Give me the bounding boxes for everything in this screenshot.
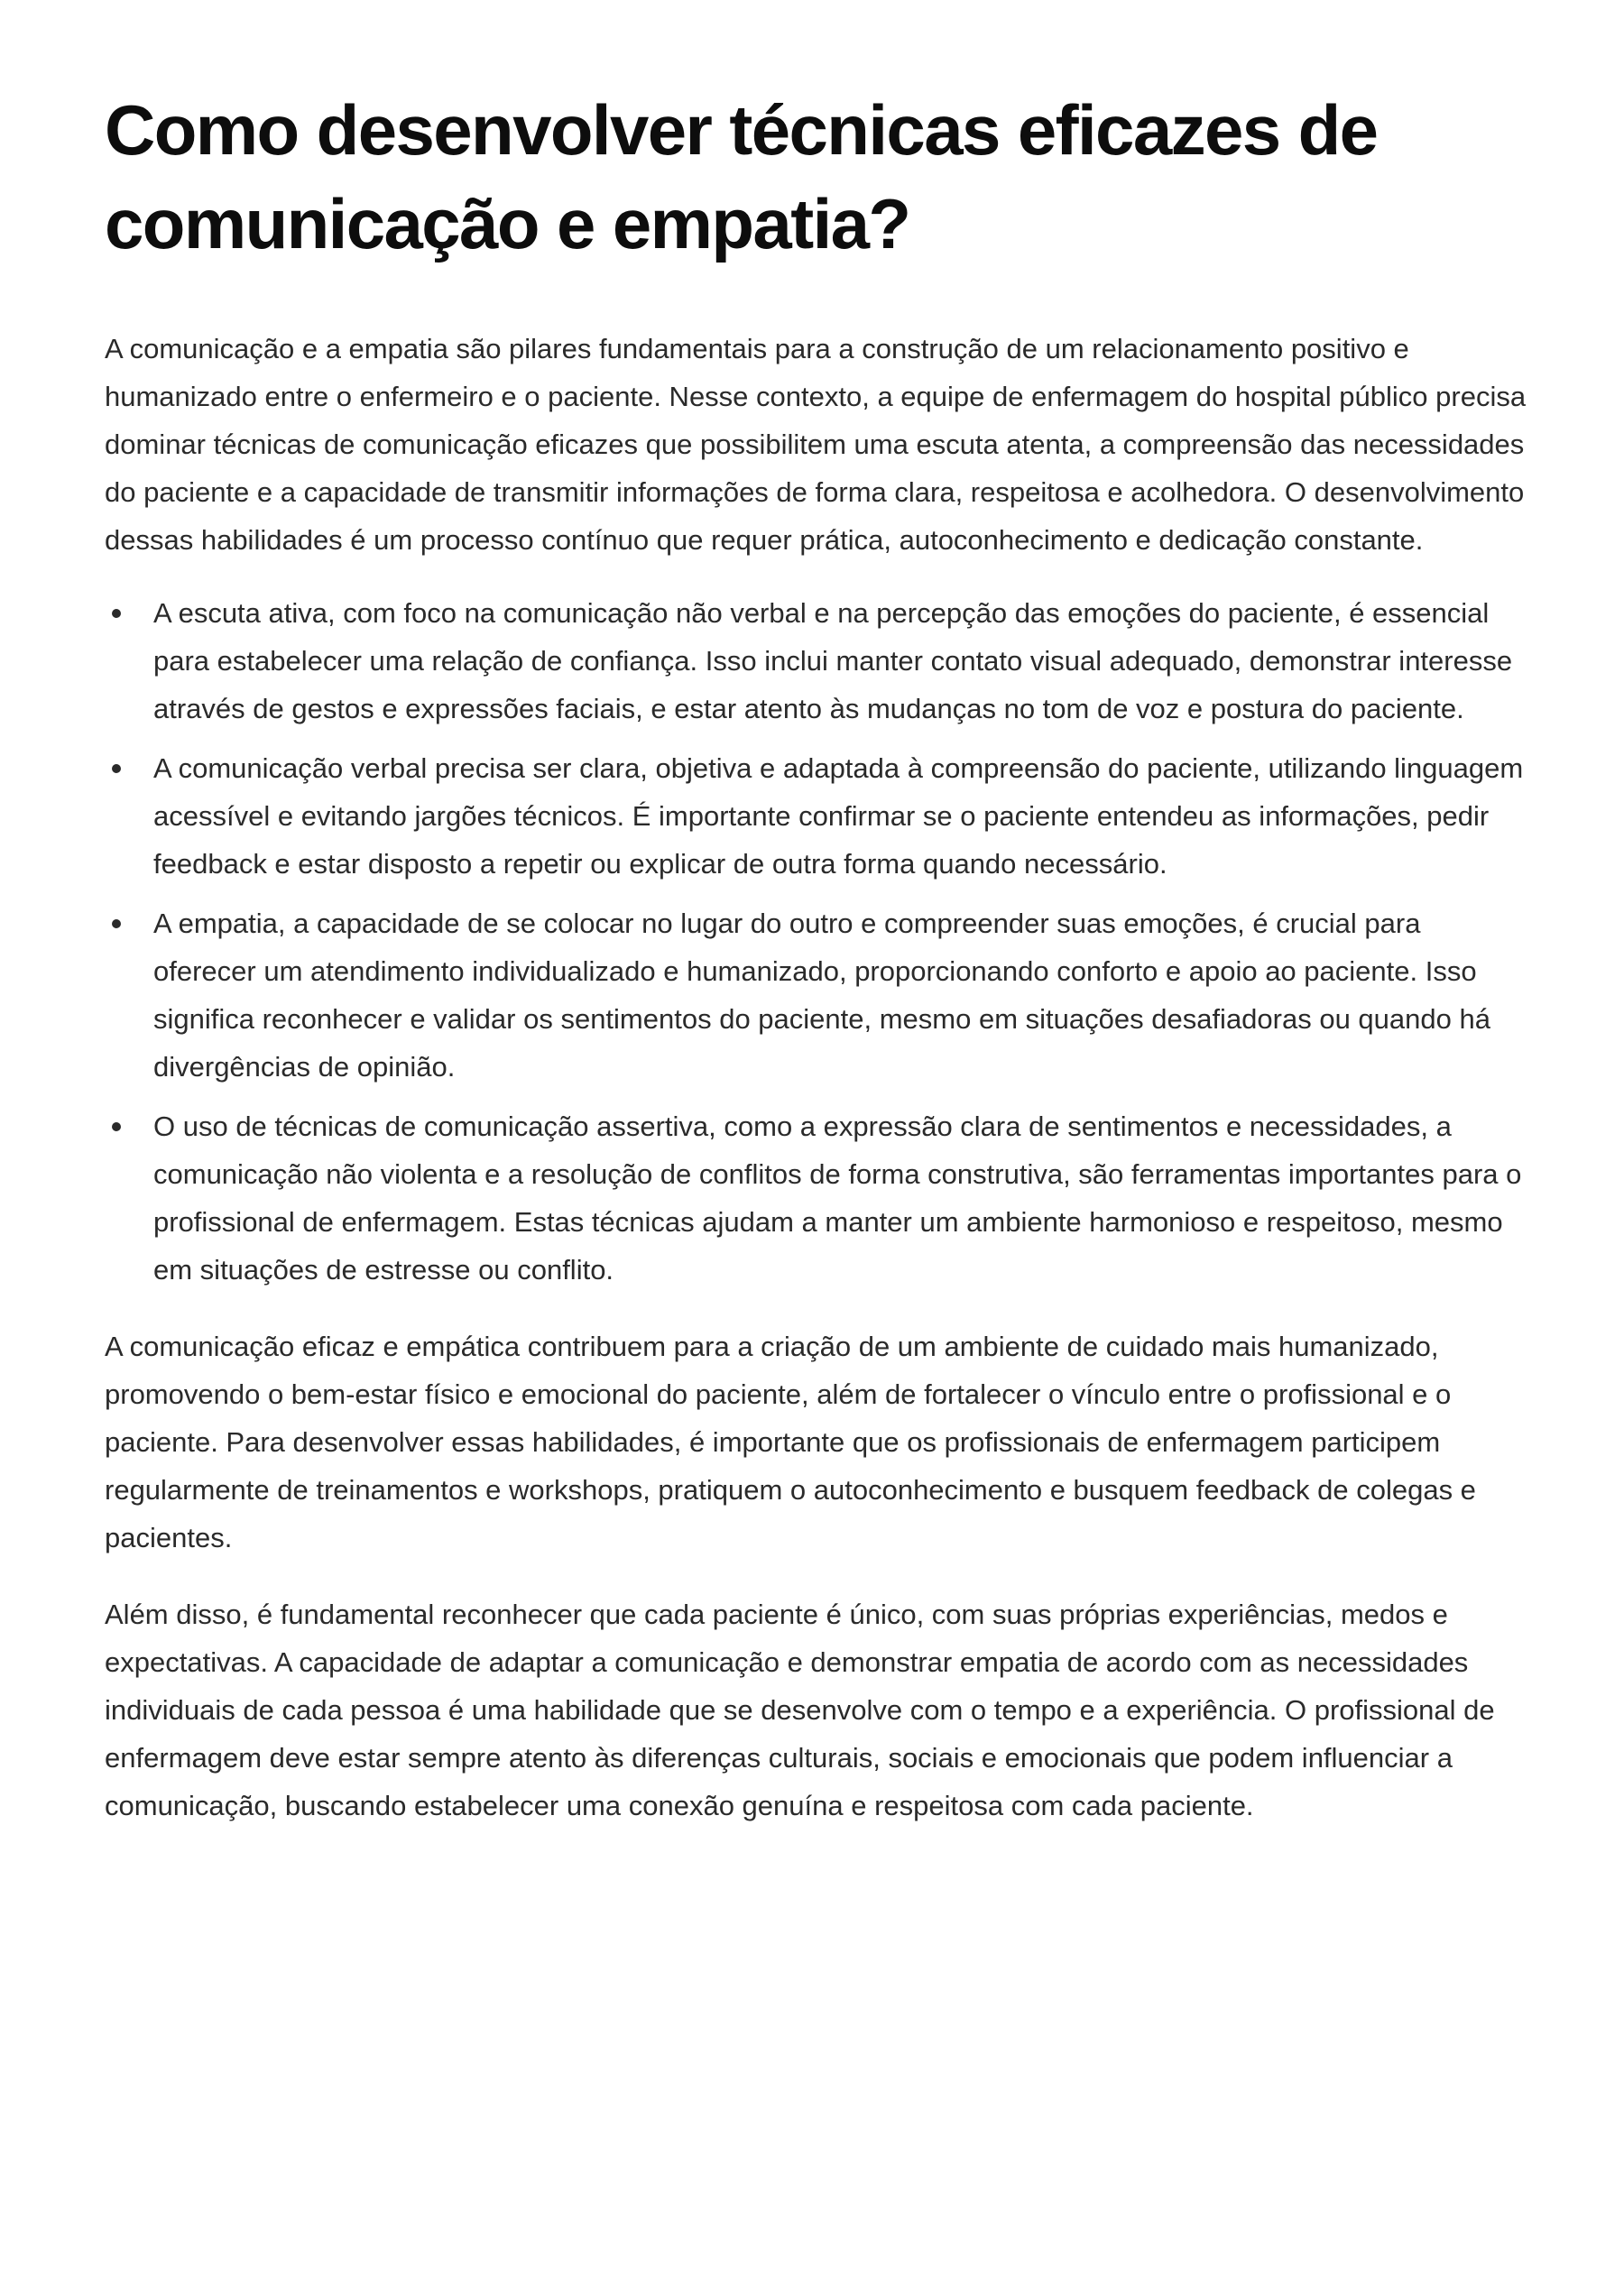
list-item bbox=[105, 589, 1530, 733]
list-item-text: A escuta ativa, com foco na comunicação não verbal e na percepção das emoções do paciente, é essencial para estabelecer uma relação de confiança. Isso inclui manter contato visual adequado, demonstrar interesse através de gestos e expressões faciais, e estar atento às mudanças no tom de voz e postura do paciente. bbox=[153, 597, 1513, 724]
list-item-text: A empatia, a capacidade de se colocar no lugar do outro e compreender suas emoções, é crucial para oferecer um atendimento individualizado e humanizado, proporcionando conforto e apoio ao paciente. Isso significa reconhecer e validar os sentimentos do paciente, mesmo em situações desafiadoras ou quando há divergências de opinião. bbox=[153, 908, 1490, 1083]
page-title: Como desenvolver técnicas eficazes de comunicação e empatia? bbox=[105, 90, 1378, 263]
list-item bbox=[105, 1102, 1530, 1294]
closing-paragraph: Além disso, é fundamental reconhecer que cada paciente é único, com suas próprias experiências, medos e expectativas. A capacidade de adaptar a comunicação e demonstrar empatia de acordo com as necessidades individuais de cada pessoa é uma habilidade que se desenvolve com o tempo e a experiência. O profissional de enfermagem deve estar sempre atento às diferenças culturais, sociais e emocionais que podem influenciar a comunicação, buscando estabelecer uma conexão genuína e respeitosa com cada paciente. bbox=[105, 1599, 1495, 1821]
list-item-text: A comunicação verbal precisa ser clara, objetiva e adaptada à compreensão do paciente, utilizando linguagem acessível e evitando jargões técnicos. É importante confirmar se o paciente entendeu as informações, pedir feedback e estar disposto a repetir ou explicar de outra forma quando necessário. bbox=[153, 752, 1524, 880]
document-page bbox=[105, 83, 1530, 1830]
bullet-icon bbox=[112, 609, 121, 618]
list-item bbox=[105, 744, 1530, 888]
bullet-icon bbox=[112, 764, 121, 773]
intro-paragraph: A comunicação e a empatia são pilares fundamentais para a construção de um relacionamento positivo e humanizado entre o enfermeiro e o paciente. Nesse contexto, a equipe de enfermagem do hospital público precisa dominar técnicas de comunicação eficazes que possibilitem uma escuta atenta, a compreensão das necessidades do paciente e a capacidade de transmitir informações de forma clara, respeitosa e acolhedora. O desenvolvimento dessas habilidades é um processo contínuo que requer prática, autoconhecimento e dedicação constante. bbox=[105, 333, 1527, 556]
bullet-icon bbox=[112, 919, 121, 928]
list-item-text: O uso de técnicas de comunicação assertiva, como a expressão clara de sentimentos e necessidades, a comunicação não violenta e a resolução de conflitos de forma construtiva, são ferramentas importantes para o profissional de enfermagem. Estas técnicas ajudam a manter um ambiente harmonioso e respeitoso, mesmo em situações de estresse ou conflito. bbox=[153, 1111, 1522, 1286]
list-item bbox=[105, 899, 1530, 1091]
bullet-icon bbox=[112, 1122, 121, 1131]
bullet-list bbox=[105, 589, 1530, 1294]
conclusion-paragraph: A comunicação eficaz e empática contribuem para a criação de um ambiente de cuidado mais humanizado, promovendo o bem-estar físico e emocional do paciente, além de fortalecer o vínculo entre o profissional e o paciente. Para desenvolver essas habilidades, é importante que os profissionais de enfermagem participem regularmente de treinamentos e workshops, pratiquem o autoconhecimento e busquem feedback de colegas e pacientes. bbox=[105, 1331, 1476, 1553]
